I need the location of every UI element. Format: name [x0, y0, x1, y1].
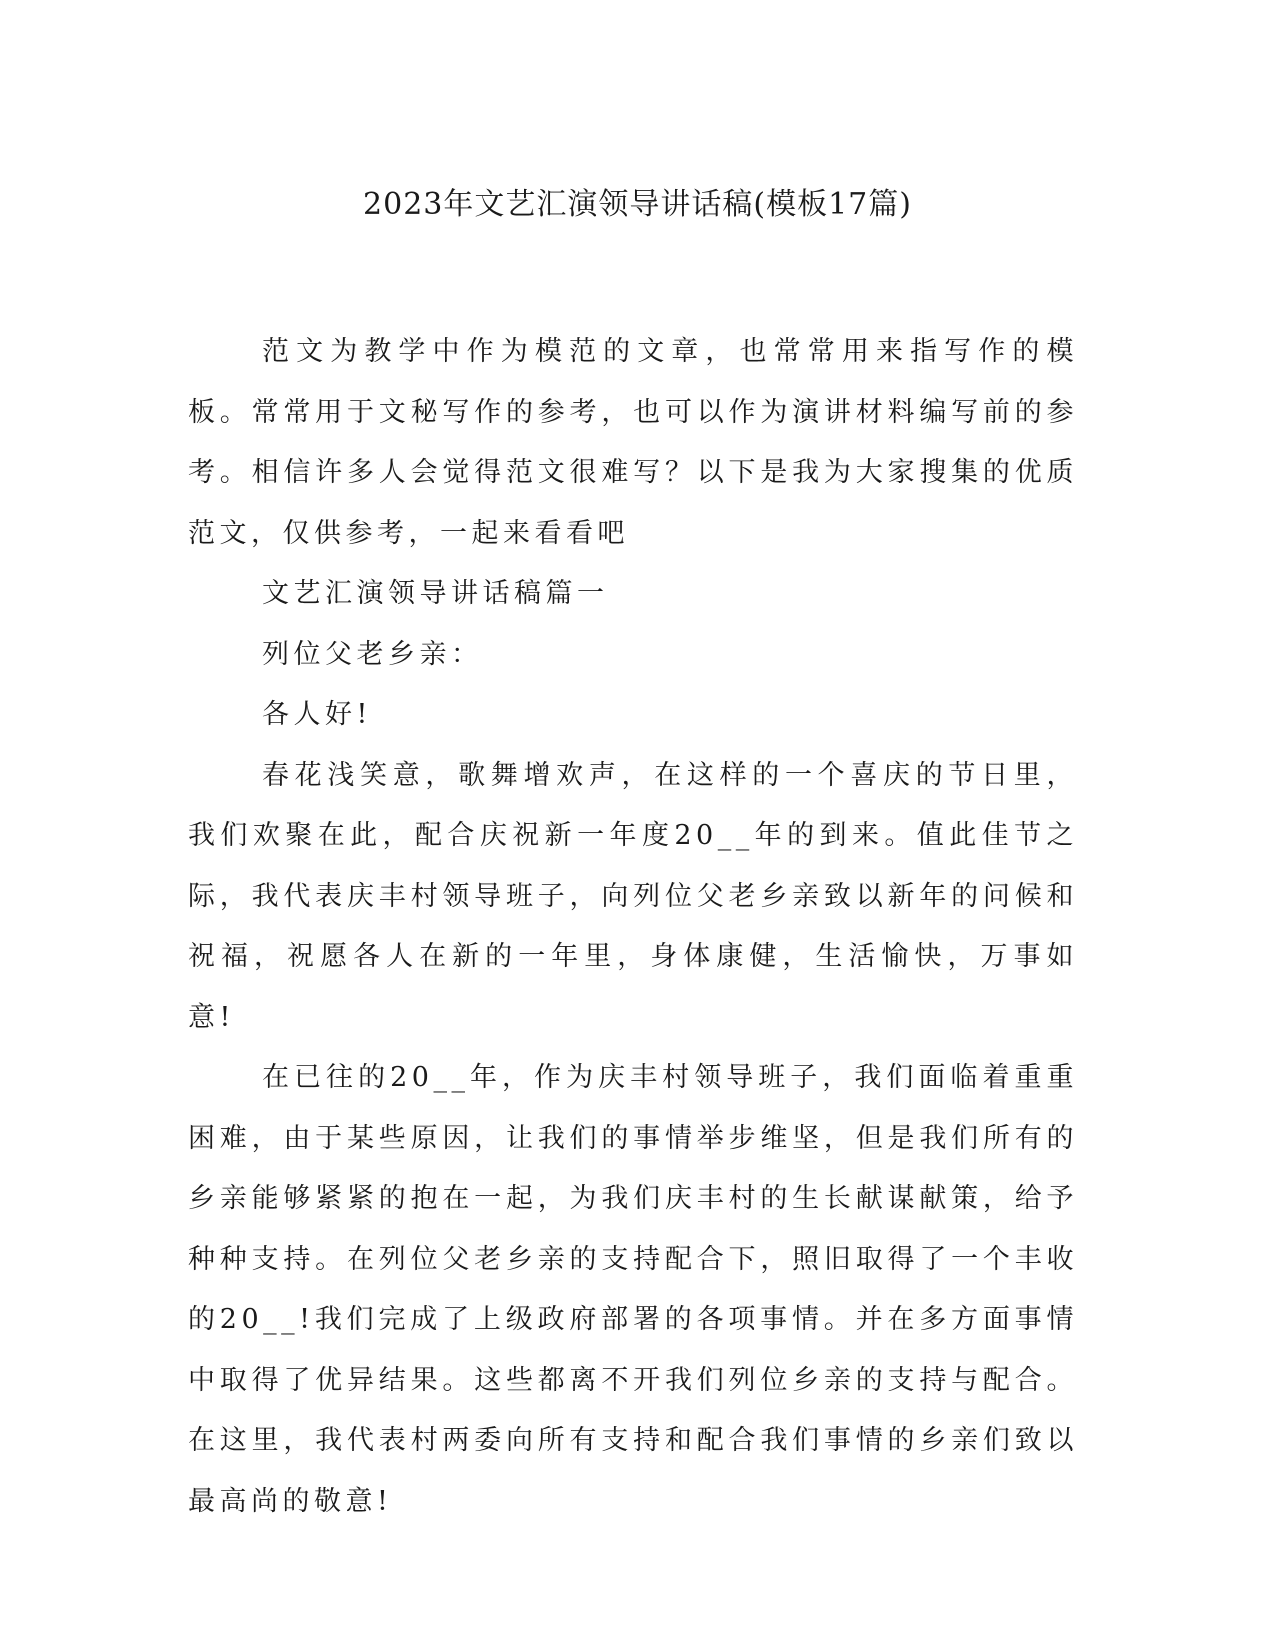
intro-paragraph: 范文为教学中作为模范的文章，也常常用来指写作的模板。常常用于文秘写作的参考，也可以作为演讲材料编写前的参考。相信许多人会觉得范文很难写？以下是我为大家搜集的优质范文，仅供参考，一起来看看吧	[188, 336, 1078, 549]
document-body	[188, 322, 1078, 1532]
salutation: 列位父老乡亲：	[262, 638, 483, 670]
document-title: 2023年文艺汇演领导讲话稿(模板17篇)	[363, 187, 912, 222]
body-paragraph: 春花浅笑意，歌舞增欢声，在这样的一个喜庆的节日里，我们欢聚在此，配合庆祝新一年度20__年的到来。值此佳节之际，我代表庆丰村领导班子，向列位父老乡亲致以新年的问候和祝福，祝愿各人在新的一年里，身体康健，生活愉快，万事如意!	[188, 759, 1078, 1033]
greeting: 各人好!	[262, 699, 372, 730]
body-paragraph: 在已往的20__年，作为庆丰村领导班子，我们面临着重重困难，由于某些原因，让我们的事情举步维坚，但是我们所有的乡亲能够紧紧的抱在一起，为我们庆丰村的生长献谋献策，给予种种支持。在列位父老乡亲的支持配合下，照旧取得了一个丰收的20__!我们完成了上级政府部署的各项事情。并在多方面事情中取得了优异结果。这些都离不开我们列位乡亲的支持与配合。在这里，我代表村两委向所有支持和配合我们事情的乡亲们致以最高尚的敬意!	[188, 1062, 1078, 1517]
section-heading: 文艺汇演领导讲话稿篇一	[262, 578, 609, 609]
